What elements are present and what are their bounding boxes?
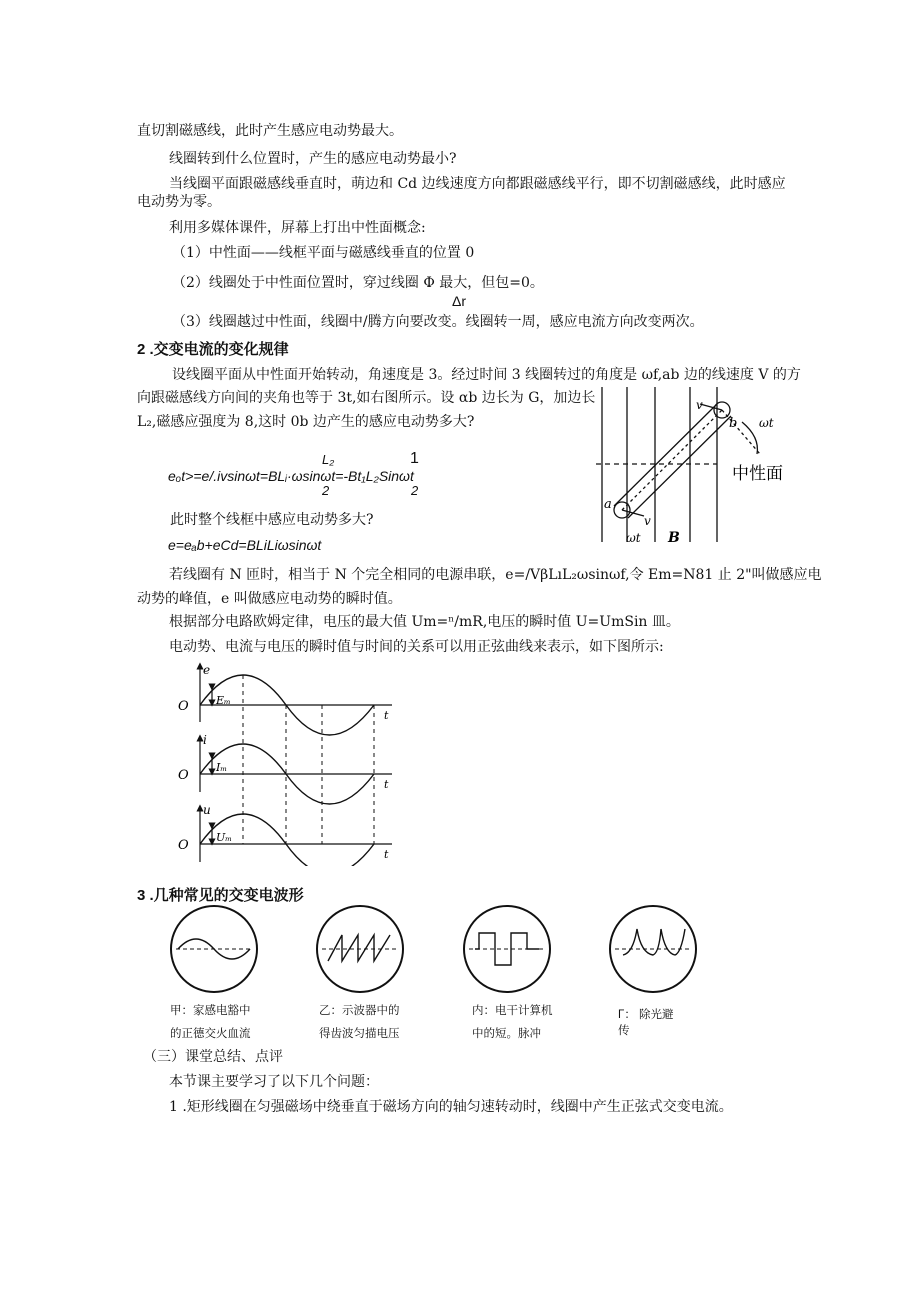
para-2: 线圈转到什么位置时，产生的感应电动势最小?	[169, 151, 457, 167]
formula-1-sup: L₂	[322, 452, 335, 467]
para-1: 直切割磁感线，此时产生感应电动势最大。	[137, 123, 403, 139]
para-12a: 若线圈有 N 匝时，相当于 N 个完全相同的电源串联，e=/VβLıL₂ωsinωf,令 Em=N81 止 2"叫做感应电	[169, 567, 822, 583]
para-16: 1 .矩形线圈在匀强磁场中绕垂直于磁场方向的轴匀速转动时，线圈中产生正弦式交变电流。	[169, 1099, 733, 1115]
graph-i-origin: O	[178, 768, 189, 783]
graph-u-origin: O	[178, 838, 189, 853]
waveform-2-caption-b: 得齿波匀描电压	[319, 1028, 400, 1040]
waveform-1-caption-a: 甲：家感电豁中	[170, 1005, 251, 1017]
heading-2: 2 .交变电流的变化规律	[137, 341, 289, 358]
graph-i-peak: Iₘ	[216, 761, 228, 774]
label-v-top: v	[696, 398, 703, 412]
para-14: 电动势、电流与电压的瞬时值与时间的关系可以用正弦曲线来表示，如下图所示:	[169, 639, 664, 655]
label-b: b	[729, 416, 738, 431]
graph-u-peak: Uₘ	[216, 831, 233, 844]
graph-e-peak: Eₘ	[216, 694, 231, 707]
waveform-2-caption-a: 乙：示波器中的	[319, 1005, 400, 1017]
graph-i-t: t	[384, 778, 389, 791]
para-7: （3）线圈越过中性面，线圈中/腾方向要改变。线圈转一周，感应电流方向改变两次。	[172, 314, 704, 330]
waveform-3-caption-a: 内：电干计算机	[472, 1005, 553, 1017]
formula-1-one: 1	[410, 450, 419, 467]
waveform-sine	[168, 903, 260, 995]
para-8: 设线圈平面从中性面开始转动，角速度是 3。经过时间 3 线圈转过的角度是 ωf,ab 边的线速度 V 的方	[172, 367, 801, 383]
graph-e-origin: O	[178, 699, 189, 714]
para-4: 利用多媒体课件，屏幕上打出中性面概念:	[169, 220, 426, 236]
waveform-square-pulse	[461, 903, 553, 995]
para-10: L₂,磁感应强度为 8,这时 0b 边产生的感应电动势多大?	[137, 414, 475, 430]
para-12b: 动势的峰值，e 叫做感应电动势的瞬时值。	[137, 591, 402, 607]
waveform-spike	[607, 903, 699, 995]
para-3b: 电动势为零。	[137, 194, 221, 210]
para-15: 本节课主要学习了以下几个问题：	[169, 1074, 379, 1090]
graph-e-axis-label: e	[203, 663, 211, 677]
label-v-bottom: v	[644, 514, 651, 528]
formula-1: eₒt>=e/.ivsinωt=BLᵢ·ωsinωt=-Bt₁L₂Sinωt	[168, 468, 414, 484]
heading-3: 3 .几种常见的交变电波形	[137, 887, 304, 904]
graph-e-t: t	[384, 709, 389, 722]
label-neutral-plane: 中性面	[732, 464, 783, 483]
waveform-4-caption-b: 传	[618, 1025, 630, 1037]
formula-2: e=eₐb+eCd=BLiLiωsinωt	[168, 537, 322, 553]
graph-u-axis-label: u	[203, 803, 211, 817]
para-9: 向跟磁感线方向间的夹角也等于 3t,如右图所示。设 αb 边长为 G，加边长	[137, 390, 596, 406]
waveform-sawtooth	[314, 903, 406, 995]
waveform-4-caption-a: Γ： 除光避	[618, 1009, 674, 1021]
formula-1-two-a: 2	[322, 483, 330, 498]
graph-i-axis-label: i	[203, 733, 207, 747]
label-B: B	[668, 530, 680, 546]
heading-4: （三）课堂总结、点评	[143, 1049, 283, 1065]
label-omega-top: ωt	[759, 416, 774, 430]
graph-u-t: t	[384, 848, 389, 861]
waveform-3-caption-b: 中的短。脉冲	[472, 1028, 541, 1040]
waveform-1-caption-b: 的正德交火血流	[170, 1028, 251, 1040]
para-6-fraction: Δr	[452, 293, 467, 309]
para-3a: 当线圈平面跟磁感线垂直时，萌边和 Cd 边线速度方向都跟磁感线平行，即不切割磁感线，此时感应	[169, 176, 786, 192]
label-a: a	[604, 497, 612, 512]
para-6: （2）线圈处于中性面位置时，穿过线圈 Φ 最大，但包=0。	[172, 275, 544, 291]
para-5: （1）中性面——线框平面与磁感线垂直的位置 0	[172, 245, 475, 261]
para-11: 此时整个线框中感应电动势多大?	[170, 512, 374, 528]
formula-1-two-b: 2	[411, 483, 419, 498]
coil-rotation-diagram	[592, 382, 792, 550]
sine-graphs	[172, 660, 404, 866]
label-omega-bottom: ωt	[626, 531, 641, 545]
para-13: 根据部分电路欧姆定律，电压的最大值 Um=ⁿ/mR,电压的瞬时值 U=UmSin 皿。	[169, 614, 680, 630]
